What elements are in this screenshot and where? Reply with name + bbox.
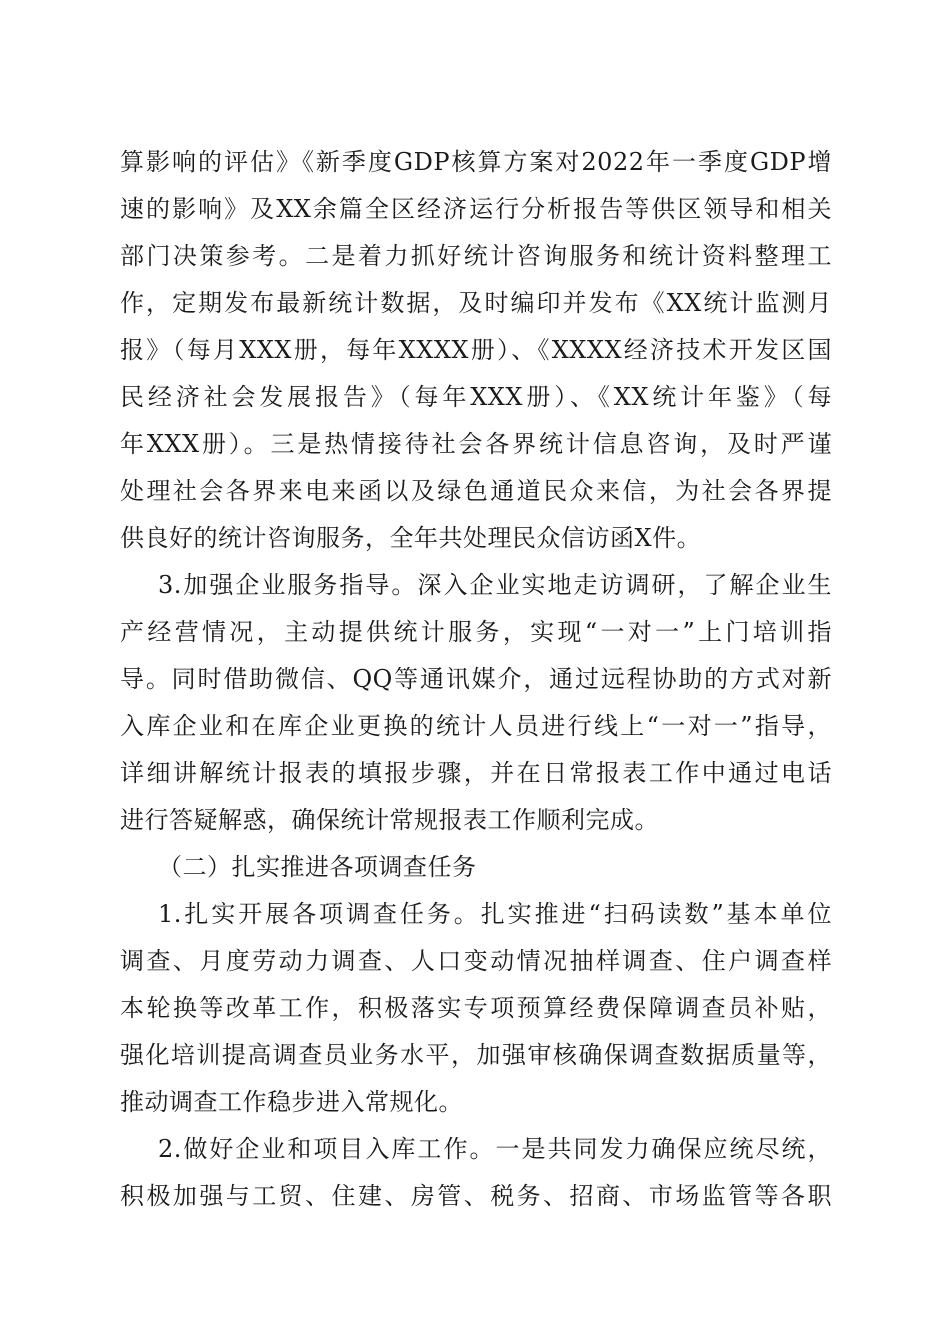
section-heading: （二）扎实推进各项调查任务 — [158, 853, 477, 881]
text-line: 本轮换等改革工作，积极落实专项预算经费保障调查员补贴， — [120, 994, 832, 1022]
text-line: 产经营情况，主动提供统计服务，实现“一对一”上门培训指 — [120, 618, 832, 646]
text-line: 作，定期发布最新统计数据，及时编印并发布《XX统计监测月 — [120, 289, 832, 317]
text-line: 算影响的评估》《新季度GDP核算方案对2022年一季度GDP增 — [120, 148, 832, 176]
paragraph-start-line: 1.扎实开展各项调查任务。扎实推进“扫码读数”基本单位 — [158, 900, 832, 928]
paragraph-start-line: 2.做好企业和项目入库工作。一是共同发力确保应统尽统， — [158, 1135, 832, 1163]
text-line: 积极加强与工贸、住建、房管、税务、招商、市场监管等各职 — [120, 1182, 832, 1210]
text-line: 详细讲解统计报表的填报步骤，并在日常报表工作中通过电话 — [120, 759, 832, 787]
text-line: 报》（每月XXX册，每年XXXX册）、《XXXX经济技术开发区国 — [120, 336, 832, 364]
text-line: 供良好的统计咨询服务，全年共处理民众信访函X件。 — [120, 524, 702, 552]
text-line: 强化培训提高调查员业务水平，加强审核确保调查数据质量等， — [120, 1041, 832, 1069]
text-line: 民经济社会发展报告》（每年XXX册）、《XX统计年鉴》（每 — [120, 383, 832, 411]
text-line: 导。同时借助微信、QQ等通讯媒介，通过远程协助的方式对新 — [120, 665, 832, 693]
text-line: 进行答疑解惑，确保统计常规报表工作顺利完成。 — [120, 806, 659, 834]
text-line: 速的影响》及XX余篇全区经济运行分析报告等供区领导和相关 — [120, 195, 832, 223]
text-line: 处理社会各界来电来函以及绿色通道民众来信，为社会各界提 — [120, 477, 832, 505]
paragraph-start-line: 3.加强企业服务指导。深入企业实地走访调研，了解企业生 — [158, 571, 832, 599]
text-line: 推动调查工作稳步进入常规化。 — [120, 1088, 463, 1116]
text-line: 年XXX册）。三是热情接待社会各界统计信息咨询，及时严谨 — [120, 430, 832, 458]
text-line: 部门决策参考。二是着力抓好统计咨询服务和统计资料整理工 — [120, 242, 832, 270]
text-line: 调查、月度劳动力调查、人口变动情况抽样调查、住户调查样 — [120, 947, 832, 975]
text-line: 入库企业和在库企业更换的统计人员进行线上“一对一”指导， — [120, 712, 832, 740]
